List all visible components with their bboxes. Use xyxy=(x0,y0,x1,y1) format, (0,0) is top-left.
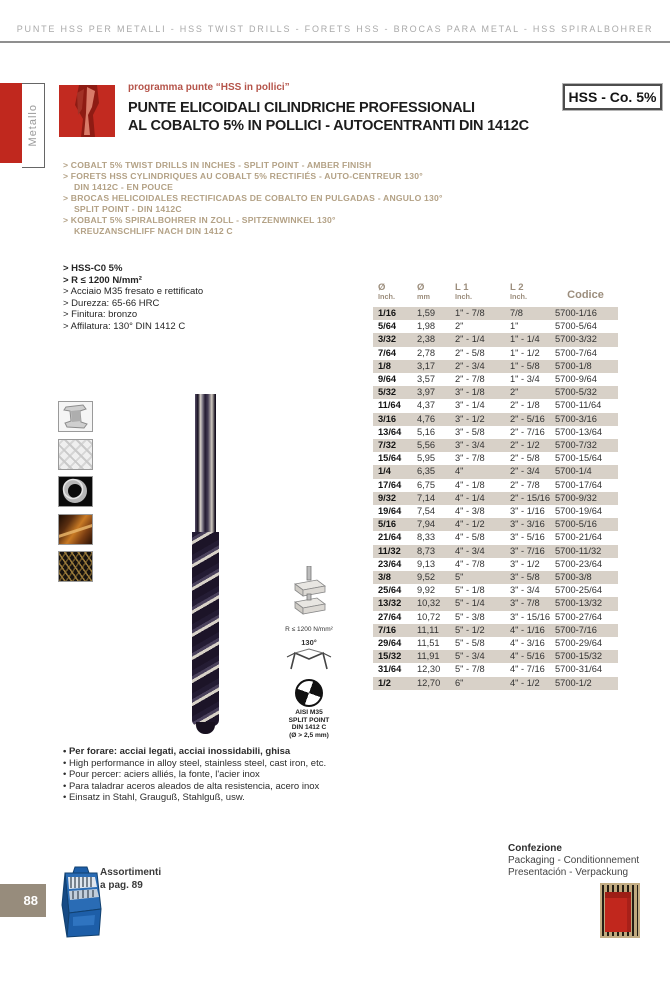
table-cell: 5700-5/16 xyxy=(555,519,597,530)
steel-ring-icon xyxy=(58,476,93,507)
spec-line: > Affilatura: 130° DIN 1412 C xyxy=(63,320,186,332)
table-cell: 15/32 xyxy=(378,651,402,662)
table-cell: 6,75 xyxy=(417,479,436,490)
table-cell: 3" - 5/16 xyxy=(510,532,545,543)
brand-logo xyxy=(59,85,115,137)
table-row xyxy=(373,347,618,360)
table-cell: 7,94 xyxy=(417,519,436,530)
table-row xyxy=(373,307,618,320)
table-row xyxy=(373,558,618,571)
table-cell: 5700-15/64 xyxy=(555,453,603,464)
table-cell: 5700-19/64 xyxy=(555,506,603,517)
drill-shank xyxy=(195,394,216,534)
table-cell: 1" - 1/4 xyxy=(510,334,540,345)
table-cell: 4" - 3/16 xyxy=(510,638,545,649)
table-cell: 3" - 1/2 xyxy=(510,558,540,569)
table-cell: 7/8 xyxy=(510,308,523,318)
table-cell: 5" - 5/8 xyxy=(455,638,485,649)
table-row xyxy=(373,677,618,690)
col-header-sub: mm xyxy=(417,292,430,301)
spec-line: > Acciaio M35 fresato e rettificato xyxy=(63,286,204,298)
table-row xyxy=(373,518,618,531)
table-row xyxy=(373,545,618,558)
spec-line: > Durezza: 65-66 HRC xyxy=(63,297,160,309)
assortment-line2: a pag. 89 xyxy=(100,879,143,891)
bronze-sheet-icon xyxy=(58,514,93,545)
table-cell: 5700-1/2 xyxy=(555,677,592,688)
table-cell: 29/64 xyxy=(378,638,402,649)
table-cell: 2" - 1/4 xyxy=(455,334,485,345)
hss-co-badge: HSS - Co. 5% xyxy=(563,84,662,110)
packaging-line1: Packaging - Conditionnement xyxy=(508,855,640,866)
table-cell: 3,57 xyxy=(417,374,436,385)
table-cell: 1" - 5/8 xyxy=(510,360,540,371)
table-cell: 4,37 xyxy=(417,400,436,411)
table-cell: 5700-13/64 xyxy=(555,426,603,437)
table-cell: 3" - 3/4 xyxy=(455,440,485,451)
table-cell: 5700-25/64 xyxy=(555,585,603,596)
table-cell: 21/64 xyxy=(378,532,402,543)
table-cell: 9/64 xyxy=(378,374,397,385)
table-cell: 5" xyxy=(455,572,464,583)
col-header-sub: Inch. xyxy=(455,292,473,301)
table-cell: 3" - 15/16 xyxy=(510,611,550,622)
table-row xyxy=(373,439,618,452)
table-cell: 2" - 5/8 xyxy=(455,347,485,358)
table-cell: 8,73 xyxy=(417,545,436,556)
table-cell: 12,30 xyxy=(417,664,441,675)
table-cell: 5700-3/8 xyxy=(555,572,592,583)
table-cell: 1" xyxy=(510,321,519,332)
table-cell: 2" - 3/4 xyxy=(510,466,540,477)
table-cell: 5700-11/64 xyxy=(555,400,602,411)
table-cell: 5,56 xyxy=(417,440,436,451)
feature-line: > FORETS HSS CYLINDRIQUES AU COBALT 5% RECTIFIÉS - AUTO-CENTREUR 130° xyxy=(63,171,423,181)
table-cell: 3" - 7/16 xyxy=(510,545,545,556)
table-row xyxy=(373,571,618,584)
page-title xyxy=(128,99,529,135)
table-row xyxy=(373,373,618,386)
table-cell: 4" - 5/8 xyxy=(455,532,485,543)
drill-bit-image xyxy=(192,394,219,735)
table-cell: 5700-27/64 xyxy=(555,611,603,622)
table-row xyxy=(373,505,618,518)
table-cell: 6" xyxy=(455,677,464,688)
assortment-line1: Assortimenti xyxy=(100,867,162,878)
table-cell: 3" - 5/8 xyxy=(455,426,485,437)
table-cell: 5700-11/32 xyxy=(555,545,602,556)
application-line: • Einsatz in Stahl, Grauguß, Stahlguß, usw. xyxy=(63,792,245,803)
table-row xyxy=(373,452,618,465)
table-row xyxy=(373,465,618,478)
table-cell: 4" - 5/16 xyxy=(510,651,545,662)
table-cell: 3" - 5/8 xyxy=(510,572,540,583)
table-row xyxy=(373,637,618,650)
table-cell: 12,70 xyxy=(417,677,441,688)
application-line: • Per forare: acciai legati, acciai inossidabili, ghisa xyxy=(63,746,291,757)
table-cell: 2" - 3/4 xyxy=(455,360,485,371)
table-cell: 5700-21/64 xyxy=(555,532,603,543)
spec-line: > HSS-C0 5% xyxy=(63,263,123,274)
col-header xyxy=(450,283,505,307)
packaging-block xyxy=(508,843,639,879)
table-cell: 3" - 3/16 xyxy=(510,519,545,530)
table-row xyxy=(373,333,618,346)
feature-line: SPLIT POINT - DIN 1412C xyxy=(74,204,182,214)
table-cell: 7,54 xyxy=(417,506,436,517)
col-header-main: Ø xyxy=(378,282,386,293)
table-cell: 2" xyxy=(510,387,519,398)
sidebar-red-block xyxy=(0,83,22,163)
hardness-label: R ≤ 1200 N/mm² xyxy=(285,626,333,633)
spec-line: > R ≤ 1200 N/mm² xyxy=(63,274,142,286)
feature-line: DIN 1412C - EN POUCE xyxy=(74,182,174,192)
page-number-tab xyxy=(0,884,46,917)
table-cell: 5" - 1/4 xyxy=(455,598,485,609)
table-cell: 4" - 1/2 xyxy=(455,519,485,530)
table-cell: 3" - 1/4 xyxy=(455,400,485,411)
table-cell: 5" - 1/2 xyxy=(455,624,485,635)
table-cell: 4,76 xyxy=(417,413,436,424)
table-cell: 5700-5/32 xyxy=(555,387,597,398)
feature-line: > KOBALT 5% SPIRALBOHRER IN ZOLL - SPITZENWINKEL 130° xyxy=(63,215,336,225)
table-cell: 1/4 xyxy=(378,466,391,477)
table-cell: 4" - 3/8 xyxy=(455,506,485,517)
table-row xyxy=(373,360,618,373)
table-cell: 23/64 xyxy=(378,558,402,569)
table-row xyxy=(373,531,618,544)
table-cell: 3/8 xyxy=(378,572,391,583)
table-cell: 9/32 xyxy=(378,492,397,503)
table-cell: 5700-1/4 xyxy=(555,466,592,477)
expanded-mesh-icon xyxy=(58,551,93,582)
table-cell: 2" - 7/16 xyxy=(510,426,545,437)
table-cell: 3" - 3/4 xyxy=(510,585,540,596)
table-cell: 2" xyxy=(455,321,464,332)
table-cell: 7,14 xyxy=(417,492,436,503)
application-line: • High performance in alloy steel, stainless steel, cast iron, etc. xyxy=(63,757,327,769)
table-cell: 5700-13/32 xyxy=(555,598,603,609)
table-cell: 5" - 1/8 xyxy=(455,585,485,596)
split-point-caption-line: DIN 1412 C xyxy=(291,724,327,732)
table-cell: 6,35 xyxy=(417,466,436,477)
table-cell: 4" - 1/8 xyxy=(455,479,485,490)
table-row xyxy=(373,597,618,610)
col-header xyxy=(553,283,618,307)
table-cell: 11/32 xyxy=(378,545,401,556)
table-row xyxy=(373,426,618,439)
table-cell: 3/16 xyxy=(378,413,397,424)
table-cell: 1" - 3/4 xyxy=(510,374,540,385)
feature-line: > BROCAS HELICOIDALES RECTIFICADAS DE COBALTO EN PULGADAS - ANGULO 130° xyxy=(63,193,443,203)
split-point-caption-line: AISI M35 xyxy=(295,709,323,716)
table-row xyxy=(373,663,618,676)
table-row xyxy=(373,492,618,505)
table-cell: 4" - 7/8 xyxy=(455,558,485,569)
size-table-body xyxy=(373,307,618,690)
table-cell: 7/32 xyxy=(378,440,397,451)
table-cell: 9,52 xyxy=(417,572,436,583)
table-row xyxy=(373,386,618,399)
table-cell: 5" - 3/4 xyxy=(455,651,485,662)
table-cell: 10,72 xyxy=(417,611,441,622)
table-cell: 3,17 xyxy=(417,360,436,371)
table-cell: 1" - 7/8 xyxy=(455,308,485,318)
table-cell: 7/64 xyxy=(378,347,397,358)
table-row xyxy=(373,650,618,663)
table-row xyxy=(373,624,618,637)
table-cell: 5700-23/64 xyxy=(555,558,603,569)
drill-tip xyxy=(196,722,215,734)
table-cell: 1/8 xyxy=(378,360,391,371)
table-cell: 2,78 xyxy=(417,347,436,358)
table-cell: 2" - 1/8 xyxy=(510,400,540,411)
banner-divider xyxy=(0,41,670,43)
table-cell: 5/32 xyxy=(378,387,397,398)
table-cell: 9,92 xyxy=(417,585,436,596)
page-title-line1: PUNTE ELICOIDALI CILINDRICHE PROFESSIONALI xyxy=(128,100,475,116)
table-cell: 5700-1/16 xyxy=(555,308,597,318)
feature-line: > COBALT 5% TWIST DRILLS IN INCHES - SPLIT POINT - AMBER FINISH xyxy=(63,160,372,170)
application-line: • Para taladrar aceros aleados de alta resistencia, acero inox xyxy=(63,780,320,792)
table-cell: 27/64 xyxy=(378,611,402,622)
spec-line: > Finitura: bronzo xyxy=(63,309,138,321)
table-cell: 5700-1/8 xyxy=(555,360,592,371)
sidebar-category-tab xyxy=(22,83,45,168)
table-cell: 13/64 xyxy=(378,426,402,437)
col-header xyxy=(505,283,553,307)
size-table-header-row xyxy=(373,283,618,307)
table-cell: 5700-7/64 xyxy=(555,347,597,358)
table-cell: 5" - 3/8 xyxy=(455,611,485,622)
col-header-main: L 1 xyxy=(455,282,469,293)
drill-case-photo xyxy=(57,865,105,939)
table-cell: 1" - 1/2 xyxy=(510,347,540,358)
checker-plate-icon xyxy=(58,439,93,470)
table-cell: 19/64 xyxy=(378,506,402,517)
table-row xyxy=(373,611,618,624)
applications-list xyxy=(63,746,326,804)
table-row xyxy=(373,479,618,492)
program-label: programma punte “HSS in pollici” xyxy=(128,82,290,93)
col-header-main: L 2 xyxy=(510,282,524,293)
assortment-note xyxy=(100,867,161,892)
application-line: • Pour percer: aciers alliés, la fonte, l'acier inox xyxy=(63,769,260,780)
point-angle-icon xyxy=(285,647,333,671)
table-row xyxy=(373,584,618,597)
table-cell: 2" - 5/16 xyxy=(510,413,545,424)
package-red-label xyxy=(605,892,631,932)
table-cell: 5700-7/32 xyxy=(555,440,597,451)
table-cell: 2" - 7/8 xyxy=(455,374,485,385)
table-cell: 5700-31/64 xyxy=(555,664,603,675)
table-cell: 1,98 xyxy=(417,321,436,332)
size-table xyxy=(373,283,618,690)
table-cell: 3" - 7/8 xyxy=(510,598,540,609)
top-banner: PUNTE HSS PER METALLI - HSS TWIST DRILLS - FORETS HSS - BROCAS PARA METAL - HSS SPIRALBOHRER xyxy=(16,24,654,34)
table-cell: 5700-15/32 xyxy=(555,651,603,662)
table-cell: 4" xyxy=(455,466,464,477)
col-header xyxy=(412,283,450,307)
features-list xyxy=(63,160,443,237)
page-title-line2: AL COBALTO 5% IN POLLICI - AUTOCENTRANTI DIN 1412C xyxy=(128,118,529,134)
table-cell: 13/32 xyxy=(378,598,402,609)
hardness-test-icon xyxy=(287,566,331,620)
drill-flutes xyxy=(192,532,219,726)
table-cell: 3" - 1/8 xyxy=(455,387,485,398)
table-cell: 11,51 xyxy=(417,638,440,649)
table-cell: 5700-7/16 xyxy=(555,624,597,635)
point-angle-label: 130° xyxy=(301,638,317,647)
package-photo xyxy=(600,883,640,938)
split-point-caption-line: (Ø > 2,5 mm) xyxy=(289,731,329,739)
table-cell: 2" - 5/8 xyxy=(510,453,540,464)
table-cell: 1/2 xyxy=(378,677,391,688)
table-cell: 5700-3/32 xyxy=(555,334,597,345)
table-cell: 1/16 xyxy=(378,308,397,318)
table-cell: 5700-29/64 xyxy=(555,638,603,649)
table-cell: 5700-5/64 xyxy=(555,321,597,332)
table-cell: 4" - 3/4 xyxy=(455,545,485,556)
table-cell: 25/64 xyxy=(378,585,402,596)
split-point-caption xyxy=(276,709,342,739)
table-cell: 11/64 xyxy=(378,400,401,411)
table-cell: 2" - 15/16 xyxy=(510,492,550,503)
col-header-sub: Inch. xyxy=(510,292,528,301)
table-cell: 3" - 7/8 xyxy=(455,453,485,464)
steel-ibeam-icon xyxy=(58,401,93,432)
spec-diagram-column xyxy=(276,566,342,739)
table-cell: 11,91 xyxy=(417,651,440,662)
page-number: 88 xyxy=(23,893,38,908)
table-cell: 2" - 7/8 xyxy=(510,479,540,490)
table-cell: 5700-17/64 xyxy=(555,479,603,490)
material-icons-column xyxy=(58,401,93,589)
table-cell: 5/16 xyxy=(378,519,397,530)
drill-logo-icon xyxy=(59,85,115,137)
table-cell: 4" - 1/2 xyxy=(510,677,540,688)
table-cell: 11,11 xyxy=(417,624,439,635)
table-row xyxy=(373,399,618,412)
table-cell: 3" - 1/2 xyxy=(455,413,485,424)
table-cell: 3,97 xyxy=(417,387,436,398)
split-point-caption-line: SPLIT POINT xyxy=(288,716,330,724)
table-cell: 5/64 xyxy=(378,321,397,332)
table-cell: 5700-9/64 xyxy=(555,374,597,385)
table-cell: 4" - 1/4 xyxy=(455,492,485,503)
table-cell: 4" - 7/16 xyxy=(510,664,545,675)
table-cell: 15/64 xyxy=(378,453,402,464)
table-cell: 17/64 xyxy=(378,479,402,490)
table-cell: 5700-3/16 xyxy=(555,413,597,424)
table-cell: 9,13 xyxy=(417,558,436,569)
table-cell: 8,33 xyxy=(417,532,436,543)
col-header-sub: Inch. xyxy=(378,292,396,301)
table-cell: 7/16 xyxy=(378,624,397,635)
packaging-title: Confezione xyxy=(508,843,562,854)
col-header-main: Codice xyxy=(567,288,604,301)
table-cell: 4" - 1/16 xyxy=(510,624,545,635)
specs-list xyxy=(63,263,203,333)
table-cell: 1,59 xyxy=(417,308,436,318)
col-header xyxy=(373,283,412,307)
table-cell: 10,32 xyxy=(417,598,441,609)
table-cell: 3" - 1/16 xyxy=(510,506,545,517)
table-cell: 2,38 xyxy=(417,334,436,345)
table-cell: 31/64 xyxy=(378,664,402,675)
table-cell: 5" - 7/8 xyxy=(455,664,485,675)
col-header-main: Ø xyxy=(417,282,425,293)
table-cell: 3/32 xyxy=(378,334,397,345)
feature-line: KREUZANSCHLIFF NACH DIN 1412 C xyxy=(74,226,233,236)
table-cell: 5700-9/32 xyxy=(555,492,597,503)
table-row xyxy=(373,320,618,333)
packaging-line2: Presentación - Verpackung xyxy=(508,867,629,878)
table-cell: 5,95 xyxy=(417,453,436,464)
split-point-icon xyxy=(295,679,323,707)
table-cell: 5,16 xyxy=(417,426,436,437)
table-row xyxy=(373,413,618,426)
sidebar-category-label: Metallo xyxy=(27,104,39,147)
table-cell: 2" - 1/2 xyxy=(510,440,540,451)
